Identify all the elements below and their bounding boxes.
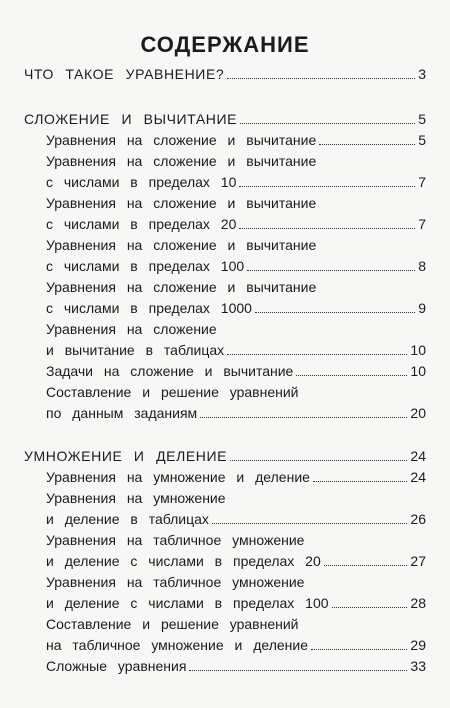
dot-leader — [212, 523, 407, 524]
toc-entry — [0, 551, 450, 571]
toc-entry-text: УМНОЖЕНИЕ И ДЕЛЕНИЕ — [24, 448, 228, 464]
dot-leader — [313, 481, 407, 482]
toc-page-number: 5 — [418, 132, 426, 148]
dot-leader — [200, 417, 407, 418]
dot-leader — [239, 186, 415, 187]
toc-page-number: 28 — [410, 595, 426, 611]
toc-entry — [0, 509, 450, 529]
toc-entry — [0, 593, 450, 613]
toc-page-number: 9 — [418, 300, 426, 316]
dot-leader — [255, 312, 415, 313]
toc-page-number: 20 — [410, 405, 426, 421]
toc-entry — [0, 382, 450, 402]
dot-leader — [332, 607, 407, 608]
toc-page-number: 33 — [410, 658, 426, 674]
toc-entry-text: Уравнения на сложение — [46, 321, 217, 337]
toc-entry-text: Составление и решение уравнений — [46, 616, 299, 632]
toc-entry — [0, 340, 450, 360]
toc-entry-text: и вычитание в таблицах — [46, 342, 225, 358]
toc-page-number: 8 — [418, 258, 426, 274]
toc-entry — [0, 361, 450, 381]
toc-entry — [0, 467, 450, 487]
toc-entry-text: Уравнения на табличное умножение — [46, 532, 305, 548]
toc-entry — [0, 488, 450, 508]
toc-page-number: 10 — [410, 342, 426, 358]
dot-leader — [247, 270, 415, 271]
toc-entry — [0, 130, 450, 150]
toc-entry — [0, 214, 450, 234]
toc-entry-text: ЧТО ТАКОЕ УРАВНЕНИЕ? — [24, 66, 225, 82]
toc-entry-text: Уравнения на сложение и вычитание — [46, 237, 317, 253]
toc-entry-text: Уравнения на сложение и вычитание — [46, 195, 317, 211]
toc-entry — [0, 235, 450, 255]
toc-page-number: 24 — [410, 448, 426, 464]
toc-entry-text: по данным заданиям — [46, 405, 198, 421]
dot-leader — [324, 565, 407, 566]
toc-entry — [0, 635, 450, 655]
toc-page-number: 7 — [418, 174, 426, 190]
toc-entry-text: на табличное умножение и деление — [46, 637, 309, 653]
toc-entry — [0, 319, 450, 339]
toc-page-number: 24 — [410, 469, 426, 485]
dot-leader — [319, 144, 415, 145]
toc-section-heading — [0, 64, 450, 84]
toc-entry-text: Уравнения на сложение и вычитание — [46, 153, 317, 169]
toc-entry — [0, 256, 450, 276]
toc-entry-text: с числами в пределах 1000 — [46, 300, 252, 316]
toc-entry-text: и деление с числами в пределах 20 — [46, 553, 321, 569]
dot-leader — [227, 354, 407, 355]
toc-entry-text: СЛОЖЕНИЕ И ВЫЧИТАНИЕ — [24, 111, 238, 127]
dot-leader — [296, 375, 407, 376]
toc-entry-text: и деление в таблицах — [46, 511, 209, 527]
toc-entry — [0, 403, 450, 423]
dot-leader — [240, 123, 415, 124]
dot-leader — [189, 670, 407, 671]
toc-entry — [0, 172, 450, 192]
toc-entry — [0, 614, 450, 634]
toc-entry-text: с числами в пределах 20 — [46, 216, 237, 232]
toc-entry — [0, 277, 450, 297]
toc-entry-text: Уравнения на сложение и вычитание — [46, 132, 317, 148]
toc-entry-text: с числами в пределах 10 — [46, 174, 237, 190]
page-title: СОДЕРЖАНИЕ — [140, 32, 310, 57]
toc-section-heading — [0, 446, 450, 466]
dot-leader — [230, 460, 407, 461]
toc-entry — [0, 151, 450, 171]
toc-page-number: 29 — [410, 637, 426, 653]
toc-entry — [0, 193, 450, 213]
dot-leader — [227, 78, 415, 79]
toc-entry — [0, 530, 450, 550]
toc-page-number: 26 — [410, 511, 426, 527]
toc-entry-text: Задачи на сложение и вычитание — [46, 363, 294, 379]
toc-entry-text: Уравнения на умножение — [46, 490, 226, 506]
toc-entry-text: и деление с числами в пределах 100 — [46, 595, 329, 611]
toc-entry-text: с числами в пределах 100 — [46, 258, 245, 274]
toc-entry — [0, 656, 450, 676]
toc-entry — [0, 572, 450, 592]
dot-leader — [311, 649, 407, 650]
toc-entry — [0, 298, 450, 318]
toc-page-number: 5 — [418, 111, 426, 127]
toc-entry-text: Составление и решение уравнений — [46, 384, 299, 400]
toc-section-heading — [0, 109, 450, 129]
dot-leader — [239, 228, 415, 229]
toc-entry-text: Уравнения на табличное умножение — [46, 574, 305, 590]
toc-page-number: 3 — [418, 66, 426, 82]
toc-page-number: 10 — [410, 363, 426, 379]
toc-entry-text: Сложные уравнения — [46, 658, 187, 674]
toc-page-number: 27 — [410, 553, 426, 569]
toc-page-number: 7 — [418, 216, 426, 232]
toc-entry-text: Уравнения на сложение и вычитание — [46, 279, 317, 295]
toc-entry-text: Уравнения на умножение и деление — [46, 469, 310, 485]
